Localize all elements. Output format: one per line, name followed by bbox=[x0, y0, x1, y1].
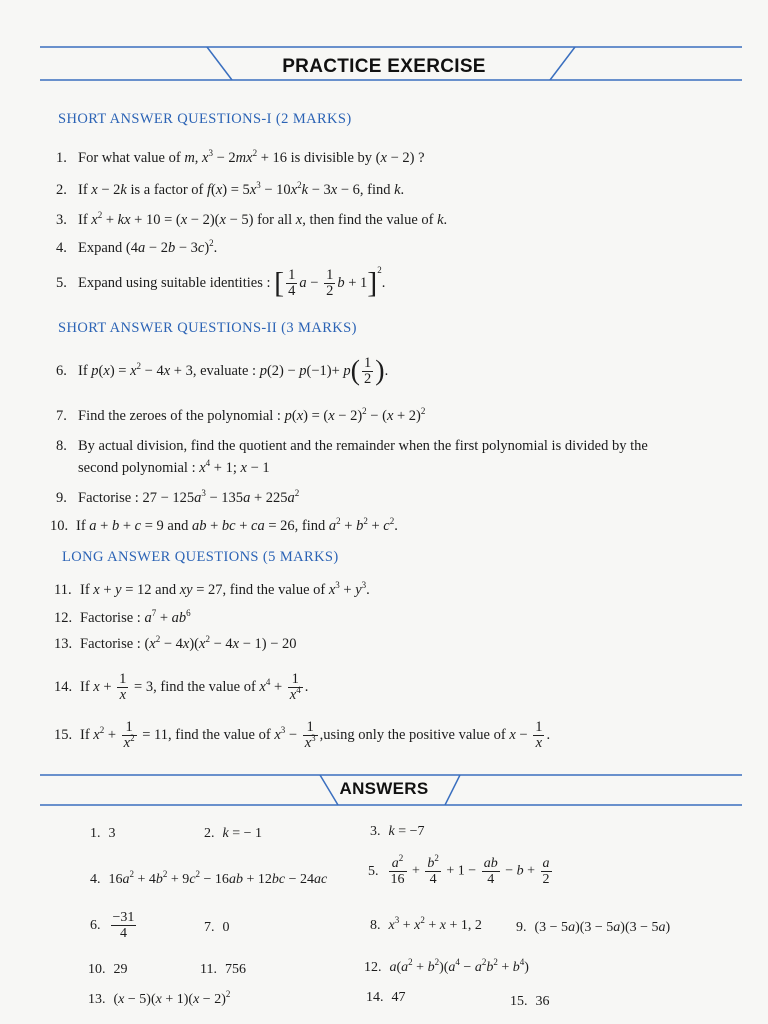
question-number: 4. bbox=[56, 240, 67, 256]
question-number: 2. bbox=[56, 182, 67, 198]
question-number: 7. bbox=[56, 408, 67, 424]
question-15: 15. If $x^2$ + $\frac{1}{x^2}$ = 11, find the value of $x^3$ − $\frac{1}{x^3}$ ,using only the positive value of x − $\frac{1}{x}$ . bbox=[54, 719, 551, 751]
question-10: 10. If a + b + c = 9 and ab + bc + ca = 26, find $a^2 + b^2 + c^2$. bbox=[50, 516, 398, 534]
question-11: 11. If x + y = 12 and xy = 27, find the value of $x^3 + y^3$. bbox=[54, 580, 370, 598]
answer-1: 1. 3 bbox=[90, 826, 116, 841]
practice-exercise-banner bbox=[0, 40, 768, 90]
question-8: 8. By actual division, find the quotient and the remainder when the first polynomial is divided by the bbox=[56, 438, 648, 454]
answer-3: 3. k = −7 bbox=[370, 824, 425, 839]
question-7: 7. Find the zeroes of the polynomial : $p(x) = (x - 2)^2 - (x + 2)^2$ bbox=[56, 406, 426, 424]
page-title: PRACTICE EXERCISE bbox=[282, 56, 486, 77]
answer-4: 4. $16a^2 + 4b^2 + 9c^2 - 16ab + 12bc - 24ac$ bbox=[90, 869, 328, 887]
question-number: 1. bbox=[56, 150, 67, 166]
answer-10: 10. 29 bbox=[88, 962, 128, 977]
answers-title: ANSWERS bbox=[339, 779, 429, 798]
question-8-continued: second polynomial : $x^4 + 1$; x − 1 bbox=[78, 458, 270, 476]
answer-13: 13. $(x - 5)(x + 1)(x - 2)^2$ bbox=[88, 989, 231, 1007]
section-heading-short-answer-1: SHORT ANSWER QUESTIONS-I (2 MARKS) bbox=[58, 111, 352, 127]
question-9: 9. Factorise : $27 - 125a^3 - 135a + 225a^2$ bbox=[56, 488, 300, 506]
question-13: 13. Factorise : $(x^2 - 4x)(x^2 - 4x - 1) - 20$ bbox=[54, 634, 297, 652]
answer-14: 14. 47 bbox=[366, 990, 406, 1005]
question-1: 1. For what value of m, $x^3 - 2mx^2 + 16$ is divisible by (x − 2) ? bbox=[56, 148, 425, 166]
answer-7: 7. 0 bbox=[204, 920, 230, 935]
question-number: 8. bbox=[56, 438, 67, 454]
answer-12: 12. $a(a^2 + b^2)(a^4 - a^2b^2 + b^4)$ bbox=[364, 957, 529, 975]
question-number: 9. bbox=[56, 490, 67, 506]
answer-15: 15. 36 bbox=[510, 994, 550, 1009]
answer-5: 5. $\frac{a^2}{16}$ + $\frac{b^2}{4}$ + 1 − $\frac{ab}{4}$ − b + $\frac{a}{2}$ bbox=[368, 853, 550, 887]
answer-2: 2. k = − 1 bbox=[204, 826, 263, 841]
answer-6: 6. $\frac{-31}{4}$ bbox=[90, 910, 135, 941]
answer-8: 8. $x^3 + x^2 + x + 1$, 2 bbox=[370, 915, 482, 933]
question-number: 12. bbox=[54, 610, 73, 626]
question-3: 3. If $x^2$ + kx + 10 = (x − 2)(x − 5) for all x, then find the value of k. bbox=[56, 210, 448, 228]
question-14: 14. If x + $\frac{1}{x}$ = 3, find the value of $x^4$ + $\frac{1}{x^4}$ . bbox=[54, 671, 309, 703]
answer-11: 11. 756 bbox=[200, 962, 246, 977]
answer-9: 9. (3 − 5a)(3 − 5a)(3 − 5a) bbox=[516, 920, 671, 935]
question-number: 11. bbox=[54, 582, 72, 598]
question-number: 13. bbox=[54, 636, 73, 652]
question-5: 5. Expand using suitable identities : [ $\frac{1}{4}$ a − $\frac{1}{2}$ b + 1]$^2$. bbox=[56, 264, 386, 300]
question-2: 2. If x − 2k is a factor of $f(x) = 5x^3 - 10x^2k - 3x - 6$, find k. bbox=[56, 180, 405, 198]
question-number: 14. bbox=[54, 678, 73, 695]
section-heading-short-answer-2: SHORT ANSWER QUESTIONS-II (3 MARKS) bbox=[58, 320, 357, 336]
question-12: 12. Factorise : $a^7 + ab^6$ bbox=[54, 608, 191, 626]
question-number: 3. bbox=[56, 212, 67, 228]
answers-banner bbox=[0, 770, 768, 812]
question-number: 5. bbox=[56, 274, 67, 291]
question-6: 6. If $p(x) = x^2 - 4x + 3$, evaluate : p(2) − p(−1)+ p( $\frac{1}{2}$ ). bbox=[56, 355, 389, 387]
question-number: 10. bbox=[50, 518, 69, 534]
question-number: 15. bbox=[54, 726, 73, 743]
question-4: 4. Expand $(4a - 2b - 3c)^2$. bbox=[56, 238, 218, 256]
section-heading-long-answer: LONG ANSWER QUESTIONS (5 MARKS) bbox=[62, 549, 339, 565]
question-number: 6. bbox=[56, 362, 67, 379]
